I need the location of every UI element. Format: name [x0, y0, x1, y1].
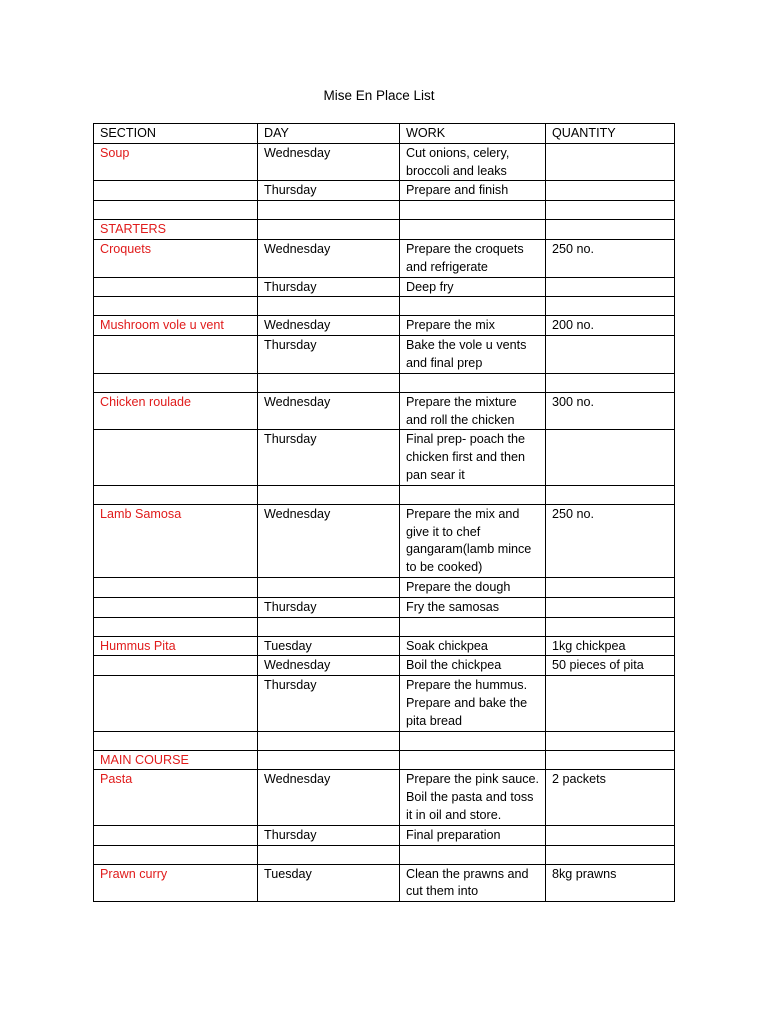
- cell-section: [94, 656, 258, 676]
- cell-day: [258, 220, 400, 240]
- cell-day: Wednesday: [258, 770, 400, 825]
- cell-section: [94, 676, 258, 731]
- cell-work: Final preparation: [400, 825, 546, 845]
- header-section: SECTION: [94, 124, 258, 144]
- cell-quantity: [546, 201, 675, 220]
- cell-work: Final prep- poach the chicken first and then pan sear it: [400, 430, 546, 485]
- cell-section: [94, 201, 258, 220]
- cell-quantity: [546, 373, 675, 392]
- cell-section: Mushroom vole u vent: [94, 316, 258, 336]
- cell-quantity: [546, 181, 675, 201]
- table-row: [94, 373, 675, 392]
- cell-work: Clean the prawns and cut them into: [400, 864, 546, 902]
- cell-quantity: [546, 731, 675, 750]
- cell-section: STARTERS: [94, 220, 258, 240]
- table-row: [94, 731, 675, 750]
- cell-work: Prepare the dough: [400, 577, 546, 597]
- table-row: [94, 239, 675, 277]
- table-row: [94, 504, 675, 577]
- cell-quantity: [546, 485, 675, 504]
- table-row: [94, 577, 675, 597]
- table-row: [94, 864, 675, 902]
- table-row: [94, 676, 675, 731]
- cell-work: [400, 297, 546, 316]
- cell-work: Prepare and finish: [400, 181, 546, 201]
- cell-work: [400, 201, 546, 220]
- header-row: [94, 124, 675, 144]
- cell-quantity: 250 no.: [546, 504, 675, 577]
- header-work: WORK: [400, 124, 546, 144]
- cell-section: [94, 617, 258, 636]
- cell-section: Croquets: [94, 239, 258, 277]
- table-row: [94, 617, 675, 636]
- cell-work: [400, 750, 546, 770]
- cell-day: [258, 297, 400, 316]
- cell-day: Thursday: [258, 825, 400, 845]
- cell-day: [258, 201, 400, 220]
- cell-work: Prepare the pink sauce. Boil the pasta and toss it in oil and store.: [400, 770, 546, 825]
- document-title: [0, 88, 768, 103]
- cell-section: Soup: [94, 143, 258, 181]
- cell-day: Wednesday: [258, 239, 400, 277]
- cell-section: [94, 845, 258, 864]
- cell-quantity: 200 no.: [546, 316, 675, 336]
- cell-day: Thursday: [258, 676, 400, 731]
- cell-quantity: 2 packets: [546, 770, 675, 825]
- cell-quantity: 50 pieces of pita: [546, 656, 675, 676]
- table-row: [94, 770, 675, 825]
- cell-day: Wednesday: [258, 316, 400, 336]
- table-body: [94, 143, 675, 901]
- table-row: [94, 336, 675, 374]
- cell-quantity: [546, 825, 675, 845]
- cell-quantity: [546, 845, 675, 864]
- cell-section: [94, 731, 258, 750]
- cell-section: [94, 577, 258, 597]
- cell-work: Prepare the mix and give it to chef gangaram(lamb mince to be cooked): [400, 504, 546, 577]
- cell-quantity: 250 no.: [546, 239, 675, 277]
- cell-quantity: [546, 220, 675, 240]
- cell-day: [258, 845, 400, 864]
- cell-day: [258, 577, 400, 597]
- cell-quantity: [546, 676, 675, 731]
- cell-quantity: [546, 617, 675, 636]
- table-row: [94, 636, 675, 656]
- cell-day: [258, 617, 400, 636]
- cell-quantity: [546, 750, 675, 770]
- cell-section: Hummus Pita: [94, 636, 258, 656]
- cell-quantity: [546, 597, 675, 617]
- cell-day: Wednesday: [258, 656, 400, 676]
- table-row: [94, 485, 675, 504]
- cell-quantity: [546, 336, 675, 374]
- cell-day: Thursday: [258, 277, 400, 297]
- cell-section: Lamb Samosa: [94, 504, 258, 577]
- cell-section: [94, 181, 258, 201]
- table-row: [94, 277, 675, 297]
- table-row: [94, 201, 675, 220]
- cell-work: Prepare the mix: [400, 316, 546, 336]
- table-row: [94, 297, 675, 316]
- cell-quantity: [546, 277, 675, 297]
- cell-quantity: [546, 430, 675, 485]
- table-row: [94, 597, 675, 617]
- cell-work: [400, 845, 546, 864]
- cell-quantity: [546, 143, 675, 181]
- table-row: [94, 181, 675, 201]
- cell-quantity: [546, 297, 675, 316]
- cell-day: Thursday: [258, 597, 400, 617]
- cell-work: [400, 220, 546, 240]
- cell-day: Thursday: [258, 336, 400, 374]
- cell-day: [258, 485, 400, 504]
- cell-day: Wednesday: [258, 392, 400, 430]
- cell-section: [94, 297, 258, 316]
- cell-section: Pasta: [94, 770, 258, 825]
- table-row: [94, 316, 675, 336]
- cell-day: [258, 731, 400, 750]
- header-day: DAY: [258, 124, 400, 144]
- cell-quantity: 300 no.: [546, 392, 675, 430]
- cell-day: Wednesday: [258, 504, 400, 577]
- title-text: Mise En Place List: [323, 88, 435, 103]
- cell-quantity: 8kg prawns: [546, 864, 675, 902]
- table-row: [94, 430, 675, 485]
- cell-day: Wednesday: [258, 143, 400, 181]
- cell-day: [258, 750, 400, 770]
- cell-work: Prepare the hummus. Prepare and bake the pita bread: [400, 676, 546, 731]
- table-row: [94, 656, 675, 676]
- cell-section: [94, 825, 258, 845]
- cell-section: [94, 597, 258, 617]
- table-row: [94, 143, 675, 181]
- cell-work: [400, 731, 546, 750]
- cell-day: Tuesday: [258, 864, 400, 902]
- cell-day: Thursday: [258, 430, 400, 485]
- table-row: [94, 845, 675, 864]
- cell-quantity: 1kg chickpea: [546, 636, 675, 656]
- cell-section: [94, 336, 258, 374]
- cell-section: [94, 485, 258, 504]
- cell-work: [400, 485, 546, 504]
- cell-day: Thursday: [258, 181, 400, 201]
- table-row: [94, 392, 675, 430]
- cell-work: Soak chickpea: [400, 636, 546, 656]
- cell-section: [94, 373, 258, 392]
- cell-day: Tuesday: [258, 636, 400, 656]
- cell-work: Cut onions, celery, broccoli and leaks: [400, 143, 546, 181]
- cell-quantity: [546, 577, 675, 597]
- header-quantity: QUANTITY: [546, 124, 675, 144]
- cell-section: Chicken roulade: [94, 392, 258, 430]
- table-row: [94, 825, 675, 845]
- cell-work: Prepare the mixture and roll the chicken: [400, 392, 546, 430]
- cell-section: Prawn curry: [94, 864, 258, 902]
- cell-day: [258, 373, 400, 392]
- mise-en-place-table: [93, 123, 675, 902]
- cell-section: MAIN COURSE: [94, 750, 258, 770]
- cell-work: Boil the chickpea: [400, 656, 546, 676]
- cell-work: Prepare the croquets and refrigerate: [400, 239, 546, 277]
- table-row: [94, 220, 675, 240]
- cell-work: Deep fry: [400, 277, 546, 297]
- cell-section: [94, 277, 258, 297]
- cell-work: Bake the vole u vents and final prep: [400, 336, 546, 374]
- cell-work: Fry the samosas: [400, 597, 546, 617]
- cell-work: [400, 373, 546, 392]
- cell-section: [94, 430, 258, 485]
- table-row: [94, 750, 675, 770]
- cell-work: [400, 617, 546, 636]
